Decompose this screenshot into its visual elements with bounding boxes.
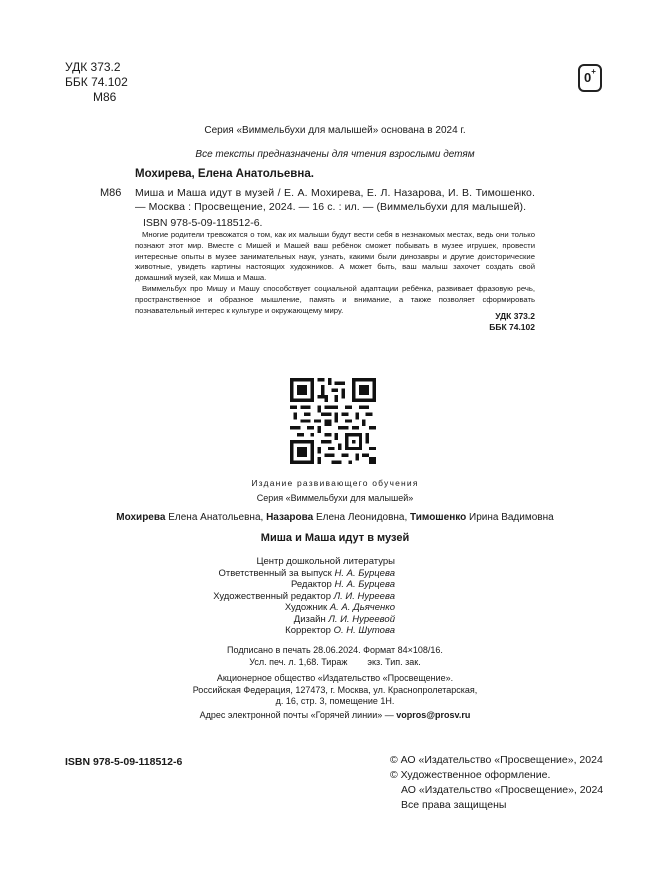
catalog-mark: М86 [100,187,122,199]
hotline-email-line [150,710,520,720]
copyright-line: Все права защищены [401,799,507,811]
author-names: Ирина Вадимовна [469,512,554,523]
hotline-email[interactable]: vopros@prosv.ru [396,710,471,720]
hotline-label: Адрес электронной почты «Горячей линии» — [199,710,397,720]
catalog-author-heading: Мохирева, Елена Анатольевна. [135,168,314,180]
credit-design: Дизайн Л. И. Нуреевой [293,613,395,625]
publisher-line: Российская Федерация, 127473, г. Москва, ул. Краснопролетарская, [192,684,478,695]
print-info-line: Усл. печ. л. 1,68. Тираж экз. Тип. зак. [249,656,421,667]
copyright-block [390,753,620,813]
isbn-bottom: ISBN 978-5-09-118512-6 [65,756,183,768]
credits-center: Центр дошкольной литературы [256,556,395,567]
publisher-line: Акционерное общество «Издательство «Просвещение». [216,673,454,683]
catalog-biblio: Миша и Маша идут в музей / Е. А. Мохирева, Е. Л. Назарова, И. В. Тимошенко. — Москва : Просвещение, 2024. — 16 с. : ил. — (Виммельбухи для малышей). [135,187,535,213]
publisher-address [150,673,520,708]
copyright-line: АО «Издательство «Просвещение», 2024 [401,784,604,796]
classification-right [480,311,535,333]
credit-art-editor: Художественный редактор Л. И. Нуреева [213,590,395,602]
catalog-isbn: ISBN 978-5-09-118512-6. [143,217,263,229]
age-rating-plus: + [591,66,596,76]
credit-responsible: Ответственный за выпуск Н. А. Бурцева [218,567,395,579]
bbk-code: ББК 74.102 [65,75,128,89]
copyright-line: © Художественное оформление. [390,769,551,781]
series-name: Серия «Виммельбухи для малышей» [256,493,414,503]
age-rating-badge [578,64,602,92]
annotation-paragraph: Виммельбух про Мишу и Машу способствует социальной адаптации ребёнка, развивает фразовую речь, пространственное и образное мышление, память и внимание, а также позволяет сформировать познавательный интерес к культуре и окружающему миру. [135,283,535,315]
author-surname: Мохирева [116,512,166,523]
series-founded: Серия «Виммельбухи для малышей» основана в 2024 г. [204,125,466,136]
age-rating-number: 0 [584,70,592,85]
authors-line: Мохирева Елена Анатольевна, Назарова Елена Леонидовна, Тимошенко Ирина Вадимовна [116,512,554,523]
publisher-line: д. 16, стр. 3, помещение 1Н. [275,696,395,706]
udk-code-right: УДК 373.2 [495,311,535,321]
qr-code [290,378,376,464]
author-names: Елена Леонидовна [315,512,405,523]
author-surname: Назарова [266,512,314,523]
book-title: Миша и Маша идут в музей [260,532,410,544]
credit-editor: Редактор Н. А. Бурцева [290,579,395,590]
print-info-line: Подписано в печать 28.06.2024. Формат 84×108/16. [227,645,443,655]
credit-artist: Художник А. А. Дьяченко [284,602,395,613]
classification-block [65,60,128,105]
credits-block [180,556,395,637]
annotation-paragraph: Многие родители тревожатся о том, как их малыши будут вести себя в незнакомых местах, ведь они только познают этот мир. Вместе с Мишей и Машей ваш ребёнок сможет побывать в музее игрушек, провести интересные опыты в музее занимательных наук, узнать, какими были динозавры и другие доисторические животные, увидеть картины настоящих художников. А может быть, ваш малыш захочет создать свой домашний музей, как Миша и Маша. [135,230,535,283]
author-names: Елена Анатольевна [168,512,261,523]
annotation [135,230,535,316]
author-surname: Тимошенко [410,512,467,523]
edition-type: Издание развивающего обучения [251,478,419,488]
copyright-line: © АО «Издательство «Просвещение», 2024 [390,754,603,766]
bbk-code-right: ББК 74.102 [489,322,535,332]
udk-code: УДК 373.2 [65,60,121,74]
print-info [150,645,520,668]
reading-note: Все тексты предназначены для чтения взрослыми детям [195,149,475,160]
author-mark: М86 [93,90,117,104]
credit-proofreader: Корректор О. Н. Шутова [285,625,395,636]
